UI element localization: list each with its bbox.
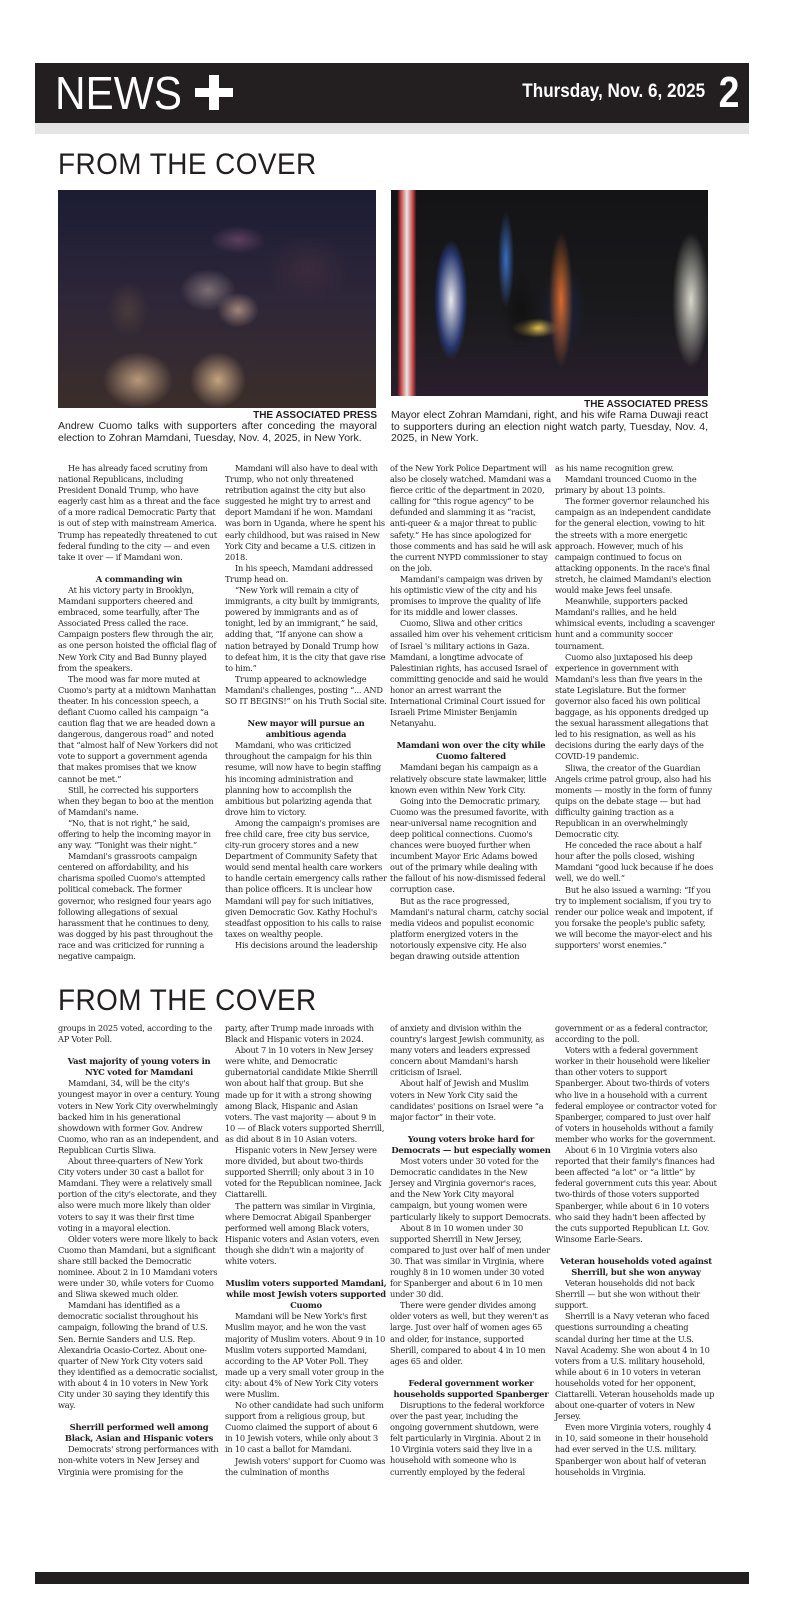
plus-icon <box>195 75 235 109</box>
paragraph: Still, he corrected his supporters when they began to boo at the mention of Mamdani's name. <box>58 784 214 817</box>
subheading: Veteran households voted against Sherrill, but she won anyway <box>560 1255 712 1277</box>
masthead-divider <box>35 123 749 134</box>
subheading: Sherrill performed well among Black, Asian and Hispanic voters <box>64 1422 214 1444</box>
paragraph: Hispanic voters in New Jersey were more divided, but about two-thirds supported Sherrill; only about 3 in 10 voted for the Republican nominee, Jack Ciattarelli. <box>225 1145 382 1200</box>
paragraph: Mamdani, 34, will be the city's youngest mayor in over a century. Young voters in New York City overwhelmingly backed him in his generational showdown with former Gov. Andrew Cuomo, who ran as an independent, and Republican Curtis Sliwa. <box>58 1078 220 1155</box>
paragraph: Voters with a federal government worker in their household were likelier than other voters to support Spanberger. About two-thirds of voters who live in a household with a current federal employee or contractor voted for Spanberger, compared to just over half of voters in households without a family member who works for the government. <box>555 1045 717 1144</box>
paragraph: But as the race progressed, Mamdani's natural charm, catchy social media videos and populist economic platform energized voters in the notoriously expensive city. He also began drawing outside attention <box>390 895 549 962</box>
paragraph: Going into the Democratic primary, Cuomo was the presumed favorite, with near-universal name recognition and deep political connections. Cuomo's chances were buoyed further when incumbent Mayor Eric Adams bowed out of the primary while dealing with the fallout of his now-dismissed federal corruption case. <box>390 795 549 895</box>
paragraph: “No, that is not right,” he said, offering to help the incoming mayor in any way. “Tonight was their night.” <box>58 817 211 851</box>
paragraph: Most voters under 30 voted for the Democratic candidates in the New Jersey and Virginia governor's races, and the New York City mayoral campaign, but young women were particularly likely to support Democrats. <box>390 1156 551 1222</box>
subheading: Mamdani won over the city while Cuomo faltered <box>396 740 546 762</box>
paragraph: Mamdani began his campaign as a relatively obscure state lawmaker, little known even within New York City. <box>390 762 547 795</box>
paragraph: Even more Virginia voters, roughly 4 in 10, said someone in their household had ever served in the U.S. military. Spanberger won about half of veteran households in Virginia. <box>555 1422 712 1477</box>
article-column <box>390 1023 552 1478</box>
paragraph: Mamdani trounced Cuomo in the primary by about 13 points. <box>555 474 697 496</box>
paragraph: Cuomo, Sliwa and other critics assailed him over his vehement criticism of Israel 's military actions in Gaza. Mamdani, a longtime advocate of Palestinian rights, has accused Israel of committing genocide and said he would honor an arrest warrant the International Criminal Court issued for Israeli Prime Minister Benjamin Netanyahu. <box>390 618 552 729</box>
paragraph: Democrats' strong performances with non-white voters in New Jersey and Virginia were promising for the <box>58 1444 219 1477</box>
paragraph: Jewish voters' support for Cuomo was the culmination of months <box>225 1455 386 1477</box>
article-column <box>58 463 220 962</box>
masthead <box>35 63 749 123</box>
paragraph: No other candidate had such uniform support from a religious group, but Cuomo claimed the support of about 6 in 10 Jewish voters, while only about 3 in 10 cast a ballot for Mamdani. <box>225 1400 384 1455</box>
photo-credit: THE ASSOCIATED PRESS <box>253 410 377 421</box>
paragraph: Mamdani will be New York's first Muslim mayor, and he won the vast majority of Muslim voters. About 9 in 10 Muslim voters supported Mamdani, according to the AP Voter Poll. They made up a very small voter group in the city: about 4% of New York City voters were Muslim. <box>225 1311 386 1399</box>
subheading: Muslim voters supported Mamdani, while most Jewish voters supported Cuomo <box>225 1278 387 1311</box>
paragraph: Veteran households did not back Sherrill — but she won without their support. <box>555 1278 700 1311</box>
paragraph: About 7 in 10 voters in New Jersey were white, and Democratic gubernatorial candidate Mikie Sherrill won about half that group. But she made up for it with a strong showing among Black, Hispanic and Asian voters. The vast majority — about 9 in 10 — of Black voters supported Sherrill, as did about 8 in 10 Asian voters. <box>225 1045 385 1144</box>
paragraph: government or as a federal contractor, according to the poll. <box>555 1023 708 1045</box>
photo-cuomo-supporters <box>58 190 376 408</box>
subheading: Federal government worker households supported Spanberger <box>393 1377 549 1399</box>
paragraph: He has already faced scrutiny from national Republicans, including President Donald Trump, who have eagerly cast him as a threat and the face of a more radical Democratic Party that is out of step with mainstream America. Trump has repeatedly threatened to cut federal funding to the city — and even take it over — if Mamdani won. <box>58 463 220 562</box>
paragraph: as his name recognition grew. <box>555 463 674 473</box>
paragraph: groups in 2025 voted, according to the AP Voter Poll. <box>58 1023 212 1045</box>
paragraph: About 8 in 10 women under 30 supported Sherrill in New Jersey, compared to just over half of men under 30. That was similar in Virginia, where roughly 8 in 10 women under 30 voted for Spanberger and about 6 in 10 men under 30 did. <box>390 1222 550 1300</box>
subheading: Young voters broke hard for Democrats — but especially women <box>391 1133 551 1155</box>
paragraph: Sherrill is a Navy veteran who faced questions surrounding a cheating scandal during her time at the U.S. Naval Academy. She won about 4 in 10 voters from a U.S. military household, while about 6 in 10 voters in veteran households voted for her opponent, Ciattarelli. Veteran households made up about one-quarter of voters in New Jersey. <box>555 1311 715 1422</box>
page-number: 2 <box>718 68 739 117</box>
paragraph: Mamdani's grassroots campaign centered on affordability, and his charisma spoiled Cuomo's attempted political comeback. The former governor, who resigned four years ago following allegations of sexual harassment that he continues to deny, was dogged by his past throughout the race and was criticized for running a negative campaign. <box>58 851 213 962</box>
subheading: New mayor will pursue an ambitious agenda <box>247 718 365 740</box>
paragraph: About half of Jewish and Muslim voters in New York City said the candidates' positions on Israel were “a major factor” in their vote. <box>390 1078 544 1122</box>
issue-date: Thursday, Nov. 6, 2025 <box>522 81 705 102</box>
paragraph: But he also issued a warning: “If you try to implement socialism, if you try to render our police weak and impotent, if you forsake the people's public safety, we will become the mayor-elect and his supporters' worst enemies.” <box>555 884 713 951</box>
paragraph: Mamdani has identified as a democratic socialist throughout his campaign, following the brand of U.S. Sen. Bernie Sanders and U.S. Rep. Alexandria Ocasio-Cortez. About one-quarter of New York City voters said they identified as a democratic socialist, with about 4 in 10 voters in New York City under 30 saying they identify this way. <box>58 1300 218 1411</box>
paragraph: There were gender divides among older voters as well, but they weren't as large. Just over half of women ages 65 and older, for instance, supported Sherill, compared to about 4 in 10 men ages 65 and older. <box>390 1300 549 1366</box>
paragraph: Cuomo also juxtaposed his deep experience in government with Mamdani's less than five years in the state Legislature. But the former governor also faced his own political baggage, as his opponents dredged up the sexual harassment allegations that led to his resignation, as well as his decisions during the early days of the COVID-19 pandemic. <box>555 651 709 762</box>
paragraph: Trump appeared to acknowledge Mamdani's challenges, posting “... AND SO IT BEGINS!” on his Truth Social site. <box>225 673 387 706</box>
article-column <box>555 1023 717 1478</box>
paragraph: His decisions around the leadership <box>235 939 378 950</box>
article-column <box>225 463 387 951</box>
paragraph: of the New York Police Department will also be closely watched. Mamdani was a fierce critic of the department in 2020, calling for “this rogue agency” to be defunded and slamming it as “racist, anti-queer & a major threat to public safety.” He has since apologized for those comments and has said he will ask the current NYPD commissioner to stay on the job. <box>390 463 552 573</box>
paragraph: Among the campaign's promises are free child care, free city bus service, city-run grocery stores and a new Department of Community Safety that would send mental health care workers to handle certain emergency calls rather than police officers. It is unclear how Mamdani will pay for such initiatives, given Democratic Gov. Kathy Hochul's steadfast opposition to his calls to raise taxes on wealthy people. <box>225 817 387 939</box>
paragraph: The former governor relaunched his campaign as an independent candidate for the general election, vowing to hit the streets with a more energetic approach. However, much of his campaign continued to focus on attacking opponents. In the race's final stretch, he claimed Mamdani's election would make Jews feel unsafe. <box>555 496 711 596</box>
footer-bar <box>35 1572 749 1584</box>
subheading: Vast majority of young voters in NYC voted for Mamdani <box>67 1056 211 1078</box>
article-column <box>225 1023 387 1478</box>
photo-mamdani-watch-party <box>391 190 708 396</box>
article-column <box>555 463 717 951</box>
paragraph: Mamdani, who was criticized throughout the campaign for his thin resume, will now have to begin staffing his incoming administration and planning how to accomplish the ambitious but polarizing agenda that drove him to victory. <box>225 740 381 817</box>
paragraph: About 6 in 10 Virginia voters also reported that their family's finances had been affected “a lot” or “a little” by federal government cuts this year. About two-thirds of those voters supported Spanberger, while about 6 in 10 voters who said they hadn't been affected by the cuts supported Republican Lt. Gov. Winsome Earle-Sears. <box>555 1145 717 1244</box>
photo-credit: THE ASSOCIATED PRESS <box>584 399 708 410</box>
section-title-bottom: FROM THE COVER <box>58 984 317 1017</box>
paragraph: Sliwa, the creator of the Guardian Angels crime patrol group, also had his moments — mostly in the form of funny quips on the debate stage — but had difficulty gaining traction as a Republican in an overwhelmingly Democratic city. <box>555 762 712 840</box>
paragraph: Mamdani will also have to deal with Trump, who not only threatened retribution against the city but also suggested he might try to arrest and deport Mamdani if he won. Mamdani was born in Uganda, where he spent his early childhood, but was raised in New York City and became a U.S. citizen in 2018. <box>225 463 385 562</box>
paragraph: of anxiety and division within the country's largest Jewish community, as many voters and leaders expressed concern about Mamdani's harsh criticism of Israel. <box>390 1023 545 1078</box>
subheading: A commanding win <box>95 573 183 584</box>
photo-caption: Mayor elect Zohran Mamdani, right, and his wife Rama Duwaji react to supporters during an election night watch party, Tuesday, Nov. 4, 2025, in New York. <box>391 409 708 444</box>
paragraph: The mood was far more muted at Cuomo's party at a midtown Manhattan theater. In his concession speech, a defiant Cuomo called his campaign “a caution flag that we are headed down a dangerous, dangerous road” and noted that “almost half of New Yorkers did not vote to support a government agenda that makes promises that we know cannot be met.” <box>58 673 218 784</box>
paragraph: He conceded the race about a half hour after the polls closed, wishing Mamdani “good luck because if he does well, we do well.” <box>555 840 714 884</box>
paragraph: In his speech, Mamdani addressed Trump head on. <box>225 562 373 584</box>
paragraph: Meanwhile, supporters packed Mamdani's rallies, and he held whimsical events, including a scavenger hunt and a community soccer tournament. <box>555 596 715 651</box>
paragraph: party, after Trump made inroads with Black and Hispanic voters in 2024. <box>225 1023 374 1045</box>
paragraph: Disruptions to the federal workforce over the past year, including the ongoing government shutdown, were felt particularly in Virginia. About 2 in 10 Virginia voters said they live in a household with someone who is currently employed by the federal <box>390 1400 545 1477</box>
paragraph: About three-quarters of New York City voters under 30 cast a ballot for Mamdani. They were a relatively small portion of the city's electorate, and they also were much more likely than older voters to say it was their first time voting in a mayoral election. <box>58 1156 217 1233</box>
article-column <box>58 1023 220 1478</box>
photo-caption: Andrew Cuomo talks with supporters after conceding the mayoral election to Zohran Mamdani, Tuesday, Nov. 4, 2025, in New York. <box>58 420 377 444</box>
section-logo: NEWS <box>55 67 182 119</box>
paragraph: Older voters were more likely to back Cuomo than Mamdani, but a significant share still backed the Democratic nominee. About 2 in 10 Mamdani voters were under 30, while voters for Cuomo and Sliwa skewed much older. <box>58 1233 218 1300</box>
paragraph: The pattern was similar in Virginia, where Democrat Abigail Spanberger performed well among Black voters, Hispanic voters and Asian voters, even though she didn't win a majority of white voters. <box>225 1200 380 1266</box>
paragraph: Mamdani's campaign was driven by his optimistic view of the city and his promises to improve the quality of life for its middle and lower classes. <box>390 573 543 618</box>
paragraph: At his victory party in Brooklyn, Mamdani supporters cheered and embraced, some tearfully, after The Associated Press called the race. Campaign posters flew through the air, as one person hoisted the official flag of New York City and Bad Bunny played from the speakers. <box>58 584 217 673</box>
paragraph: “New York will remain a city of immigrants, a city built by immigrants, powered by immigrants and as of tonight, led by an immigrant,” he said, adding that, “If anyone can show a nation betrayed by Donald Trump how to defeat him, it is the city that gave rise to him.” <box>225 585 386 673</box>
article-column <box>390 463 552 962</box>
section-title-top: FROM THE COVER <box>58 148 317 181</box>
